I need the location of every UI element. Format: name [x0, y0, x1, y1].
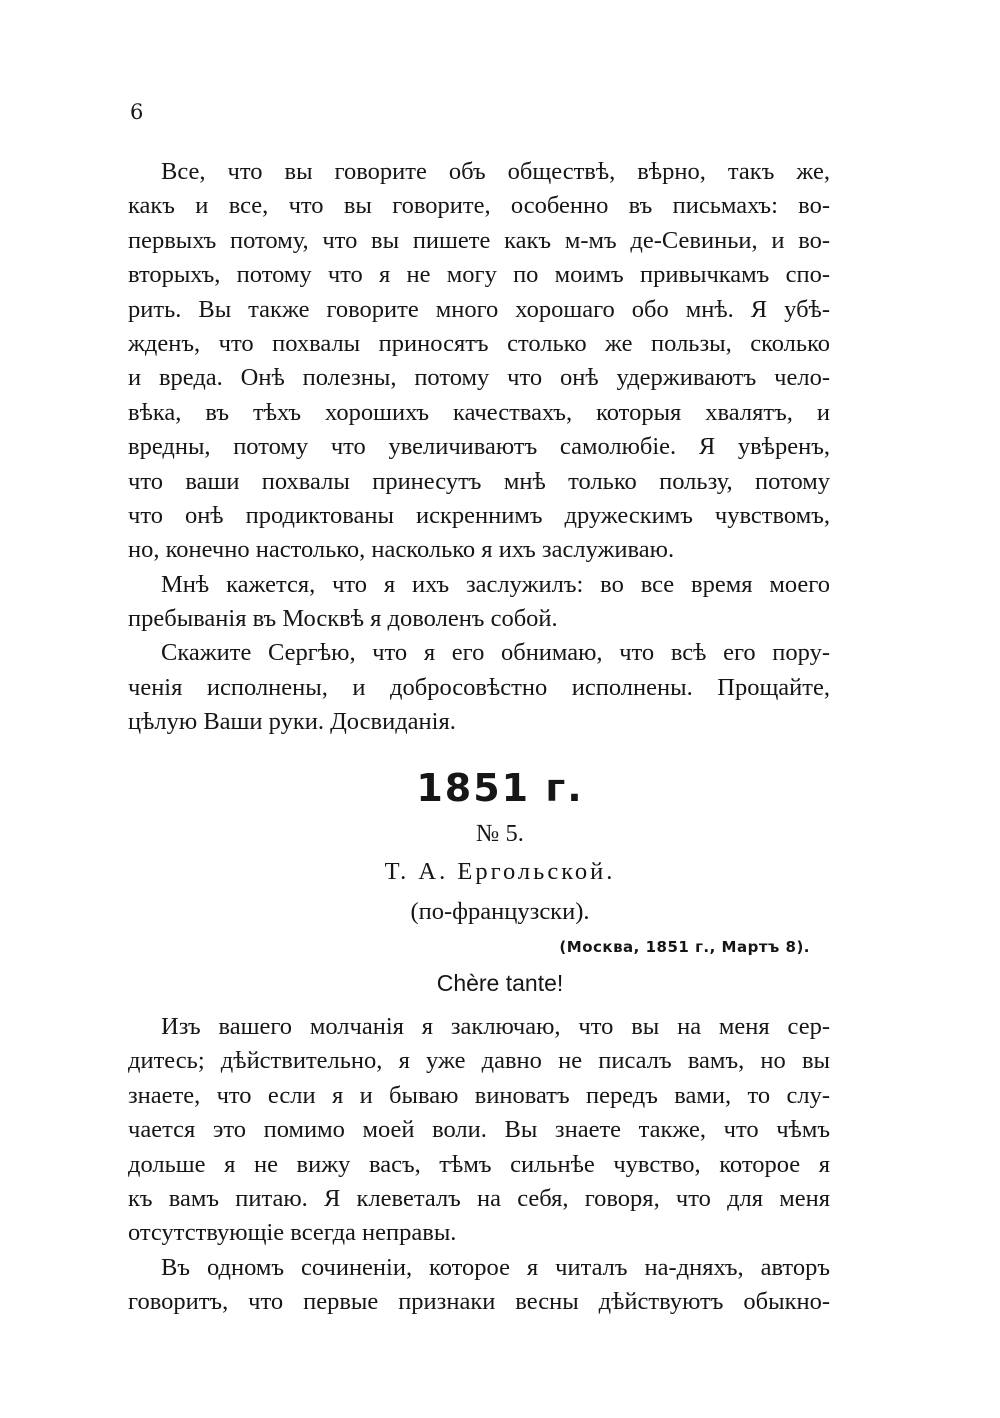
- letter-language-note: (по-французски).: [410, 898, 590, 925]
- text-line: первыхъ потому, что вы пишете какъ м-мъ де-Севиньи, и во-: [128, 226, 830, 254]
- text-line: Мнѣ кажется, что я ихъ заслужилъ: во все время моего: [161, 570, 830, 598]
- text-line: Въ одномъ сочиненіи, которое я читалъ на-дняхъ, авторъ: [161, 1253, 830, 1281]
- text-line: дольше я не вижу васъ, тѣмъ сильнѣе чувство, которое я: [128, 1150, 830, 1178]
- text-line: Скажите Сергѣю, что я его обнимаю, что всѣ его пору-: [161, 639, 830, 667]
- text-line: какъ и все, что вы говорите, особенно въ письмахъ: во-: [128, 192, 830, 220]
- year-heading: 1851 г.: [416, 766, 584, 810]
- text-line: цѣлую Ваши руки. Досвиданія.: [128, 708, 456, 736]
- text-line: Все, что вы говорите объ обществѣ, вѣрно, такъ же,: [161, 158, 830, 185]
- text-line: говоритъ, что первые признаки весны дѣйствуютъ обыкно-: [128, 1288, 830, 1316]
- letter-dateline: (Москва, 1851 г., Мартъ 8).: [559, 938, 810, 956]
- text-line: и вреда. Онѣ полезны, потому что онѣ удерживаютъ чело-: [128, 364, 830, 392]
- letter-greeting: Chère tante!: [436, 970, 564, 996]
- text-line: дитесь; дѣйствительно, я уже давно не писалъ вамъ, но вы: [128, 1047, 830, 1075]
- text-line: жденъ, что похвалы приносятъ столько же пользы, сколько: [128, 329, 830, 357]
- text-line: вредны, потому что увеличиваютъ самолюбіе. Я увѣренъ,: [128, 433, 830, 461]
- letter-number: № 5.: [476, 820, 524, 847]
- text-line: пребыванія въ Москвѣ я доволенъ собой.: [128, 605, 558, 633]
- text-line: знаете, что если я и бываю виноватъ передъ вами, то слу-: [128, 1081, 830, 1109]
- text-line: вѣка, въ тѣхъ хорошихъ качествахъ, которыя хвалятъ, и: [128, 398, 830, 426]
- text-line: но, конечно настолько, насколько я ихъ заслуживаю.: [128, 536, 675, 564]
- text-line: Изъ вашего молчанія я заключаю, что вы на меня сер-: [161, 1013, 830, 1040]
- page-number: 6: [130, 100, 144, 124]
- text-line: чается это помимо моей воли. Вы знаете также, что чѣмъ: [128, 1116, 830, 1144]
- text-line: къ вамъ питаю. Я клеветалъ на себя, говоря, что для меня: [128, 1184, 830, 1212]
- text-line: вторыхъ, потому что я не могу по моимъ привычкамъ спо-: [128, 261, 830, 289]
- text-line: что онѣ продиктованы искреннимъ дружескимъ чувствомъ,: [128, 501, 830, 529]
- letter-addressee: Т. А. Ергольской.: [384, 858, 616, 885]
- top-text-block: [128, 155, 830, 740]
- text-line: ченія исполнены, и добросовѣстно исполнены. Прощайте,: [128, 673, 830, 701]
- text-line: отсутствующіе всегда неправы.: [128, 1219, 457, 1247]
- bottom-text-block: [128, 1010, 830, 1320]
- text-line: рить. Вы также говорите много хорошаго обо мнѣ. Я убѣ-: [128, 295, 830, 323]
- text-line: что ваши похвалы принесутъ мнѣ только пользу, потому: [128, 467, 830, 495]
